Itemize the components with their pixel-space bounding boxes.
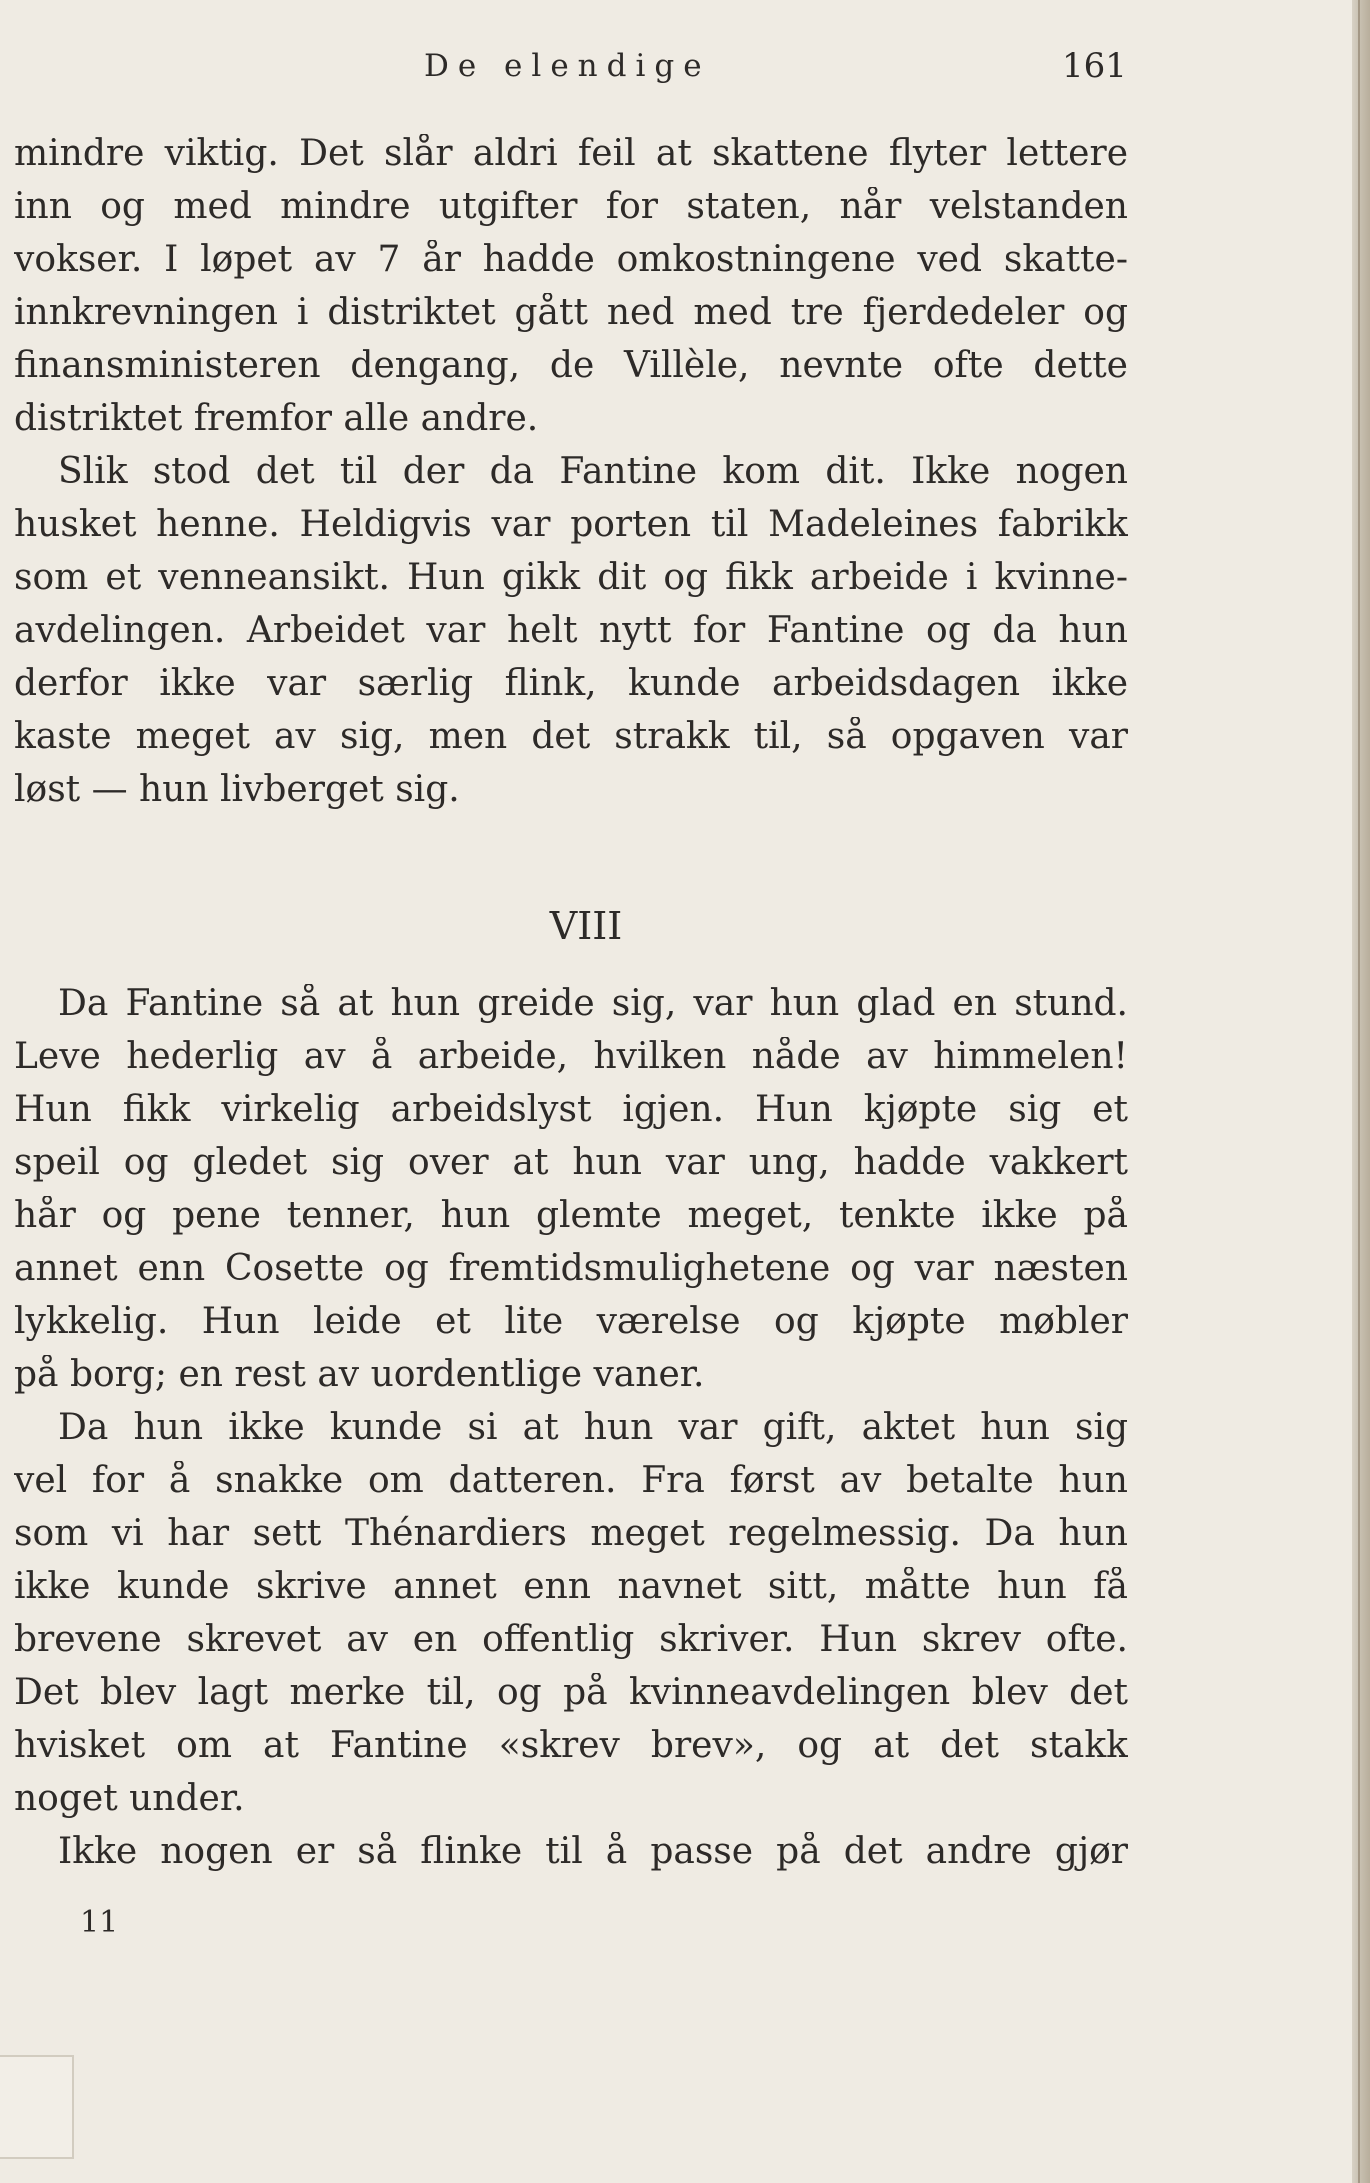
- text-line: speil og gledet sig over at hun var ung, hadde vakkert: [14, 1143, 1128, 1183]
- text-line: annet enn Cosette og fremtidsmulighetene og var næsten: [14, 1249, 1128, 1289]
- text-line: løst — hun livberget sig.: [14, 770, 460, 810]
- text-line: Hun fikk virkelig arbeidslyst igjen. Hun kjøpte sig et: [14, 1090, 1128, 1130]
- text-line: Det blev lagt merke til, og på kvinneavdelingen blev det: [14, 1673, 1128, 1713]
- running-header-title: De elendige: [424, 48, 711, 84]
- text-line: finansministeren dengang, de Villèle, nevnte ofte dette: [14, 346, 1128, 386]
- text-line: på borg; en rest av uordentlige vaner.: [14, 1355, 705, 1395]
- text-line: husket henne. Heldigvis var porten til Madeleines fabrikk: [14, 505, 1128, 545]
- text-line: vokser. I løpet av 7 år hadde omkostningene ved skatte-: [14, 240, 1128, 280]
- text-line: noget under.: [14, 1779, 245, 1819]
- text-line: mindre viktig. Det slår aldri feil at skattene flyter lettere: [14, 134, 1128, 174]
- text-line: som et venneansikt. Hun gikk dit og fikk arbeide i kvinne-: [14, 558, 1128, 598]
- text-line: Da hun ikke kunde si at hun var gift, aktet hun sig: [58, 1408, 1128, 1448]
- page-edge: [1352, 0, 1370, 2183]
- text-line: hår og pene tenner, hun glemte meget, tenkte ikke på: [14, 1196, 1128, 1236]
- page-number: 161: [1062, 46, 1127, 86]
- text-line: Slik stod det til der da Fantine kom dit. Ikke nogen: [58, 452, 1128, 492]
- text-line: distriktet fremfor alle andre.: [14, 399, 539, 439]
- library-tab-mark: [0, 2055, 74, 2159]
- text-line: ikke kunde skrive annet enn navnet sitt, måtte hun få: [14, 1567, 1128, 1607]
- text-line: inn og med mindre utgifter for staten, når velstanden: [14, 187, 1128, 227]
- text-line: lykkelig. Hun leide et lite værelse og kjøpte møbler: [14, 1302, 1128, 1342]
- text-line: vel for å snakke om datteren. Fra først av betalte hun: [14, 1461, 1128, 1501]
- text-line: Leve hederlig av å arbeide, hvilken nåde av himmelen!: [14, 1037, 1128, 1077]
- text-line: hvisket om at Fantine «skrev brev», og at det stakk: [14, 1726, 1128, 1766]
- text-line: Ikke nogen er så flinke til å passe på det andre gjør: [58, 1832, 1128, 1872]
- text-line: Da Fantine så at hun greide sig, var hun glad en stund.: [58, 984, 1128, 1024]
- text-line: derfor ikke var særlig flink, kunde arbeidsdagen ikke: [14, 664, 1128, 704]
- text-line: avdelingen. Arbeidet var helt nytt for Fantine og da hun: [14, 611, 1128, 651]
- text-line: brevene skrevet av en offentlig skriver. Hun skrev ofte.: [14, 1620, 1128, 1660]
- text-line: innkrevningen i distriktet gått ned med tre fjerdedeler og: [14, 293, 1128, 333]
- chapter-heading: VIII: [549, 904, 623, 948]
- text-line: som vi har sett Thénardiers meget regelmessig. Da hun: [14, 1514, 1128, 1554]
- binding-line: [1358, 0, 1360, 2183]
- signature-mark: 11: [80, 1905, 119, 1940]
- text-line: kaste meget av sig, men det strakk til, så opgaven var: [14, 717, 1128, 757]
